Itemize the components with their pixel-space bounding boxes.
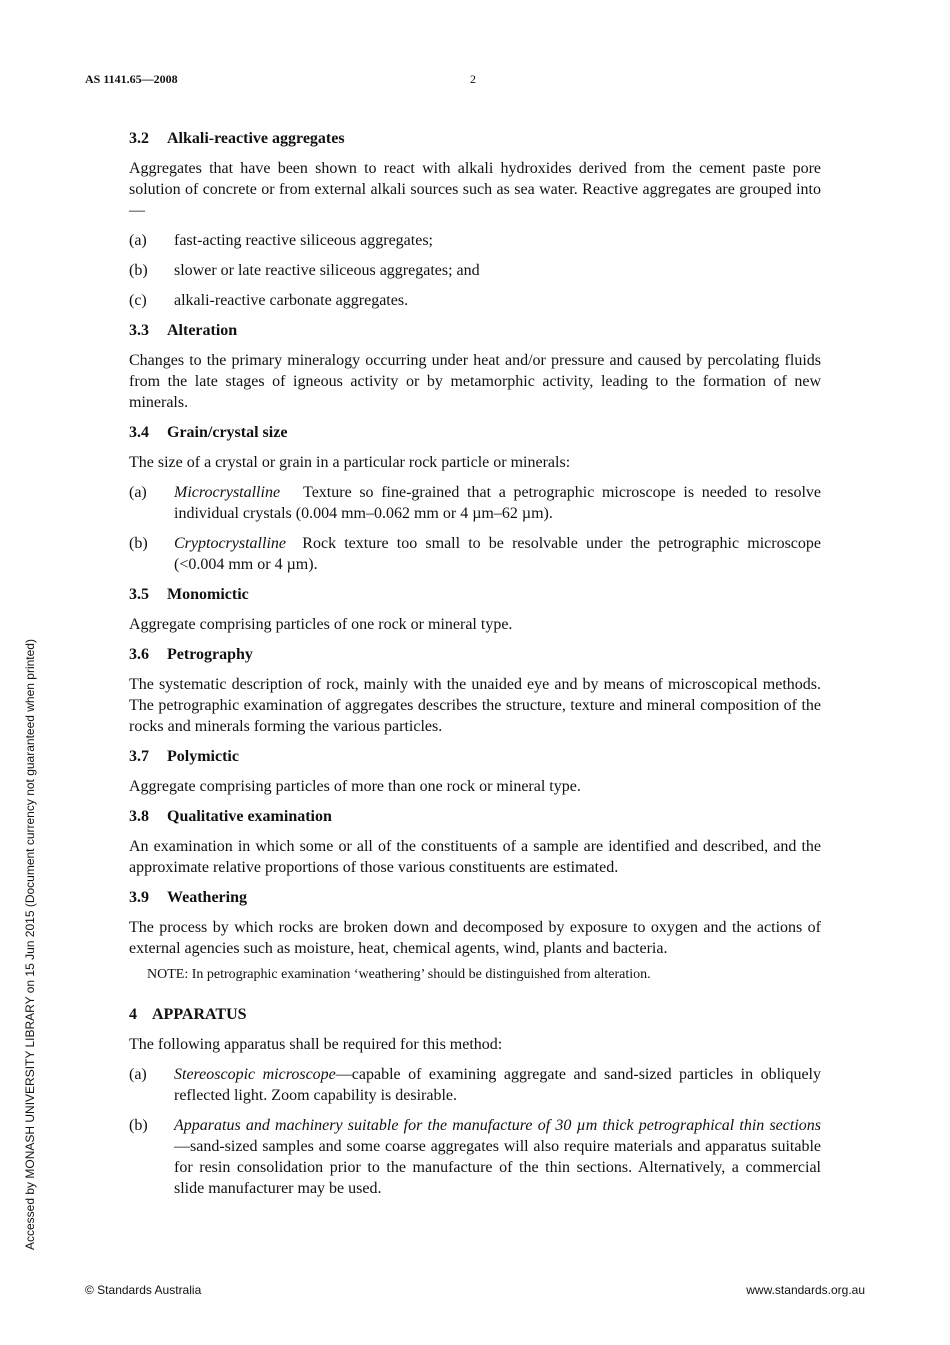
list-item-text: Texture so fine-grained that a petrographic microscope is needed to resolve individual crystals (0.004 mm–0.062 mm or 4 µm–62 µm).: [174, 484, 822, 522]
section-3-6: [129, 644, 821, 737]
clause-title: APPARATUS: [152, 1006, 247, 1023]
definition-text: The size of a crystal or grain in a particular rock particle or minerals:: [129, 454, 571, 471]
list-item: [129, 260, 821, 281]
list-term: Cryptocrystalline: [174, 535, 286, 552]
list-item: [129, 290, 821, 311]
side-access-note: [23, 598, 41, 1250]
definition-text: Aggregate comprising particles of one rock or mineral type.: [129, 616, 513, 633]
section-number: 3.8: [129, 808, 149, 825]
clause-heading: [129, 1004, 821, 1025]
list-item: [129, 533, 821, 575]
apparatus-list: [129, 1064, 821, 1199]
page-number: 2: [470, 72, 476, 86]
definition-text: Aggregates that have been shown to react with alkali hydroxides derived from the cement paste pore solution of concrete or from external alkali sources such as sea water. Reactive aggregates are grouped into—: [129, 160, 821, 219]
document-body: [129, 128, 821, 1208]
section-heading: [129, 128, 821, 149]
section-heading: [129, 644, 821, 665]
definition-text: The systematic description of rock, mainly with the unaided eye and by means of microscopical methods. The petrographic examination of aggregates describes the structure, texture and mineral composition of the rocks and minerals forming the various particles.: [129, 676, 821, 735]
section-title: Weathering: [167, 889, 247, 906]
section-number: 3.2: [129, 130, 149, 147]
section-3-8: [129, 806, 821, 878]
section-3-2: [129, 128, 821, 311]
definition-list: [129, 230, 821, 311]
section-number: 3.4: [129, 424, 149, 441]
section-heading: [129, 746, 821, 767]
section-3-3: [129, 320, 821, 413]
clause-text: The following apparatus shall be required for this method:: [129, 1036, 503, 1053]
definition-text: Changes to the primary mineralogy occurring under heat and/or pressure and caused by percolating fluids from the late stages of igneous activity or by metamorphic activity, leading to the formation of new minerals.: [129, 352, 821, 411]
list-marker: (a): [129, 232, 147, 249]
copyright-text: © Standards Australia: [85, 1283, 202, 1297]
page-footer: [85, 1283, 865, 1301]
website-link[interactable]: www.standards.org.au: [746, 1283, 865, 1297]
section-number: 3.3: [129, 322, 149, 339]
section-number: 3.7: [129, 748, 149, 765]
section-heading: [129, 422, 821, 443]
section-3-9: [129, 887, 821, 984]
section-heading: [129, 320, 821, 341]
list-marker: (c): [129, 292, 147, 309]
list-item-text: Rock texture too small to be resolvable under the petrographic microscope (<0.004 mm or 4 µm).: [174, 535, 821, 573]
clause-number: 4: [129, 1006, 137, 1023]
section-heading: [129, 806, 821, 827]
list-item-text: slower or late reactive siliceous aggregates; and: [174, 262, 480, 279]
page-header: [85, 72, 865, 90]
list-term: Microcrystalline: [174, 484, 281, 501]
section-title: Polymictic: [167, 748, 239, 765]
section-heading: [129, 584, 821, 605]
definition-text: Aggregate comprising particles of more than one rock or mineral type.: [129, 778, 581, 795]
section-heading: [129, 887, 821, 908]
section-3-4: [129, 422, 821, 575]
list-marker: (a): [129, 484, 147, 501]
list-item-text: —capable of examining aggregate and sand-sized particles in obliquely reflected light. Zoom capability is desirable.: [174, 1066, 822, 1104]
list-marker: (b): [129, 1117, 148, 1134]
list-item: [129, 1115, 821, 1199]
list-marker: (b): [129, 262, 148, 279]
section-title: Alteration: [167, 322, 238, 339]
list-term: Apparatus and machinery suitable for the manufacture of 30 µm thick petrographical thin sections: [174, 1117, 821, 1134]
access-note-text: Accessed by MONASH UNIVERSITY LIBRARY on 15 Jun 2015 (Document currency not guaranteed when printed): [23, 639, 37, 1250]
section-title: Petrography: [167, 646, 253, 663]
section-number: 3.5: [129, 586, 149, 603]
list-item: [129, 482, 821, 524]
list-item-text: alkali-reactive carbonate aggregates.: [174, 292, 409, 309]
list-marker: (b): [129, 535, 148, 552]
definition-list: [129, 482, 821, 575]
section-3-5: [129, 584, 821, 635]
list-item-text: fast-acting reactive siliceous aggregates;: [174, 232, 433, 249]
list-term: Stereoscopic microscope: [174, 1066, 336, 1083]
section-title: Grain/crystal size: [167, 424, 288, 441]
section-4: [129, 1004, 821, 1199]
section-title: Monomictic: [167, 586, 249, 603]
section-3-7: [129, 746, 821, 797]
section-title: Alkali-reactive aggregates: [167, 130, 345, 147]
section-title: Qualitative examination: [167, 808, 332, 825]
note-text: NOTE: In petrographic examination ‘weathering’ should be distinguished from alteration.: [147, 967, 651, 982]
list-item-text: —sand-sized samples and some coarse aggregates will also require materials and apparatus suitable for resin consolidation prior to the manufacture of the thin sections. Alternatively, a commercial slide manufacturer may be used.: [174, 1138, 821, 1197]
definition-text: The process by which rocks are broken down and decomposed by exposure to oxygen and the actions of external agencies such as moisture, heat, chemical agents, wind, plants and bacteria.: [129, 919, 821, 957]
list-marker: (a): [129, 1066, 147, 1083]
section-number: 3.6: [129, 646, 149, 663]
section-number: 3.9: [129, 889, 149, 906]
definition-text: An examination in which some or all of the constituents of a sample are identified and described, and the approximate relative proportions of those various constituents are estimated.: [129, 838, 821, 876]
document-id: AS 1141.65—2008: [85, 72, 178, 86]
list-item: [129, 230, 821, 251]
list-item: [129, 1064, 821, 1106]
